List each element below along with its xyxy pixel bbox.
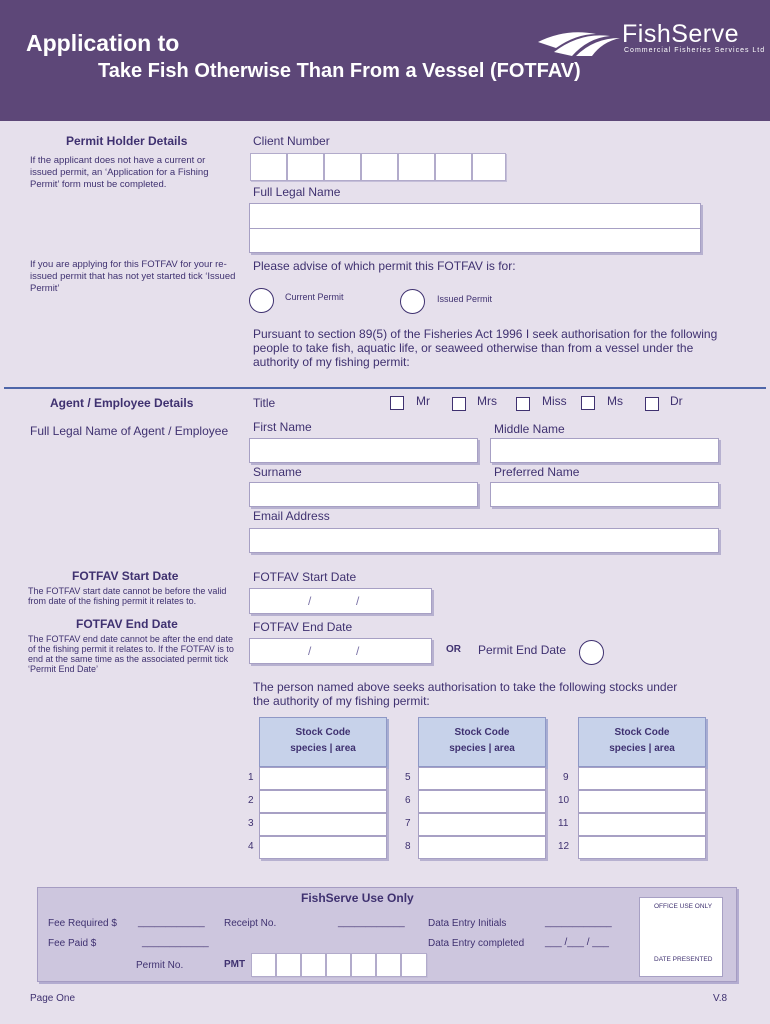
stock-row-number: 3 [248,818,254,829]
pursuant-text: Pursuant to section 89(5) of the Fisheries Act 1996 I seek authorisation for the following people to take fish, aquatic life, or seaweed otherwise than from a vessel under the authority of my fishing permit: [253,327,718,369]
issued-permit-label: Issued Permit [437,294,493,304]
title-miss-checkbox[interactable] [516,397,530,411]
end-date-heading: FOTFAV End Date [76,617,178,631]
email-input[interactable] [249,528,719,553]
stock-row-number: 9 [563,772,569,783]
data-entry-completed-label: Data Entry completed [428,938,525,949]
or-label: OR [446,644,461,655]
start-date-slash1: / [308,594,312,608]
stock-header-col3-line1: Stock Code [614,727,670,738]
stock-row-number: 11 [558,818,569,829]
stock-row-number: 2 [248,795,254,806]
permit-question: Please advise of which permit this FOTFAV is for: [253,259,516,273]
permit-holder-heading: Permit Holder Details [66,134,188,148]
stock-code-input-11[interactable] [578,813,706,836]
start-date-heading: FOTFAV Start Date [72,569,179,583]
title-ms-checkbox[interactable] [581,396,595,410]
stock-row-number: 5 [405,772,411,783]
client-number-field[interactable] [250,153,506,181]
client-number-label: Client Number [253,134,330,148]
full-legal-name-label: Full Legal Name [253,185,341,199]
fee-required-blank: ____________ [138,917,205,928]
stock-code-input-10[interactable] [578,790,706,813]
title-ms-label: Ms [607,394,623,408]
receipt-no-label: Receipt No. [224,918,277,929]
full-legal-name-line1[interactable] [249,203,701,229]
end-date-label: FOTFAV End Date [253,620,353,634]
end-date-slash1: / [308,644,312,658]
stock-code-input-4[interactable] [259,836,387,859]
stock-row-number: 6 [405,795,411,806]
stock-row-number: 12 [558,841,570,852]
middle-name-label: Middle Name [494,422,565,436]
title-miss-label: Miss [542,394,567,408]
page-number: Page One [30,993,76,1004]
office-use-heading: FishServe Use Only [301,891,414,905]
agent-heading: Agent / Employee Details [50,396,194,410]
end-date-slash2: / [356,644,360,658]
permit-end-date-radio[interactable] [579,640,604,665]
first-name-input[interactable] [249,438,478,463]
title-mr-checkbox[interactable] [390,396,404,410]
title-label: Title [253,396,276,410]
data-entry-completed-date: ___ /___ / ___ [545,937,609,948]
logo-subtitle: Commercial Fisheries Services Ltd [624,47,766,54]
stock-code-input-8[interactable] [418,836,546,859]
title-line2: Take Fish Otherwise Than From a Vessel (FOTFAV) [98,60,581,82]
stock-code-input-12[interactable] [578,836,706,859]
section-divider [4,387,766,389]
stock-row-number: 10 [558,795,570,806]
agent-subheading: Full Legal Name of Agent / Employee [30,424,229,438]
preferred-name-label: Preferred Name [494,465,580,479]
stock-row-number: 4 [248,841,254,852]
permit-holder-note: If the applicant does not have a current or issued permit, an ‘Application for a Fishing Permit’ form must be completed. [30,155,209,190]
title-dr-checkbox[interactable] [645,397,659,411]
end-date-input[interactable] [249,638,432,664]
stock-row-number: 1 [248,772,254,783]
stock-header-col2-line2: species | area [449,743,515,754]
permit-no-label: Permit No. [136,960,184,971]
surname-label: Surname [253,465,302,479]
fishserve-logo-icon [536,22,620,56]
start-date-input[interactable] [249,588,432,614]
title-mrs-label: Mrs [477,394,497,408]
version-label: V.8 [713,993,728,1004]
fee-required-label: Fee Required $ [48,918,117,929]
start-date-slash2: / [356,594,360,608]
stock-code-input-3[interactable] [259,813,387,836]
stock-header-col1-line2: species | area [290,743,356,754]
permit-end-date-label: Permit End Date [478,643,567,657]
stock-header-col3 [578,717,706,767]
stock-header-col2 [418,717,546,767]
title-mr-label: Mr [416,394,430,408]
full-legal-name-line2[interactable] [249,228,701,253]
permit-number-field[interactable] [251,953,427,977]
current-permit-label: Current Permit [285,292,344,302]
stock-code-input-2[interactable] [259,790,387,813]
stock-row-number: 7 [405,818,411,829]
middle-name-input[interactable] [490,438,719,463]
data-entry-initials-blank: ____________ [545,917,612,928]
stock-header-col1-line1: Stock Code [295,727,351,738]
receipt-no-blank: ____________ [338,917,405,928]
title-mrs-checkbox[interactable] [452,397,466,411]
issued-permit-note: If you are applying for this FOTFAV for your re-issued permit that has not yet started tick ‘Issued Permit’ [30,259,236,294]
stocks-intro: The person named above seeks authorisation to take the following stocks under the authority of my fishing permit: [253,680,678,708]
stock-code-input-6[interactable] [418,790,546,813]
office-use-only-label: OFFICE USE ONLY [654,903,713,910]
stock-code-input-5[interactable] [418,767,546,790]
fee-paid-blank: ____________ [142,937,209,948]
date-presented-label: DATE PRESENTED [654,956,713,963]
start-date-note: The FOTFAV start date cannot be before the valid from date of the fishing permit it relates to. [28,586,227,606]
end-date-note: The FOTFAV end date cannot be after the end date of the fishing permit it relates to. If the FOTFAV is to end at the same time as the associated permit tick ‘Permit End Date’ [28,634,234,674]
logo-name: FishServe [622,20,740,48]
title-line1: Application to [26,30,180,56]
stock-row-number: 8 [405,841,411,852]
stock-header-col2-line1: Stock Code [454,727,510,738]
stock-code-input-7[interactable] [418,813,546,836]
stock-header-col3-line2: species | area [609,743,675,754]
data-entry-initials-label: Data Entry Initials [428,918,507,929]
first-name-label: First Name [253,420,312,434]
surname-input[interactable] [249,482,478,507]
stock-header-col1 [259,717,387,767]
issued-permit-radio[interactable] [400,289,425,314]
preferred-name-input[interactable] [490,482,719,507]
fee-paid-label: Fee Paid $ [48,938,97,949]
current-permit-radio[interactable] [249,288,274,313]
stock-code-input-1[interactable] [259,767,387,790]
email-label: Email Address [253,509,330,523]
stock-code-input-9[interactable] [578,767,706,790]
title-dr-label: Dr [670,394,683,408]
pmt-label: PMT [224,959,246,970]
start-date-label: FOTFAV Start Date [253,570,357,584]
